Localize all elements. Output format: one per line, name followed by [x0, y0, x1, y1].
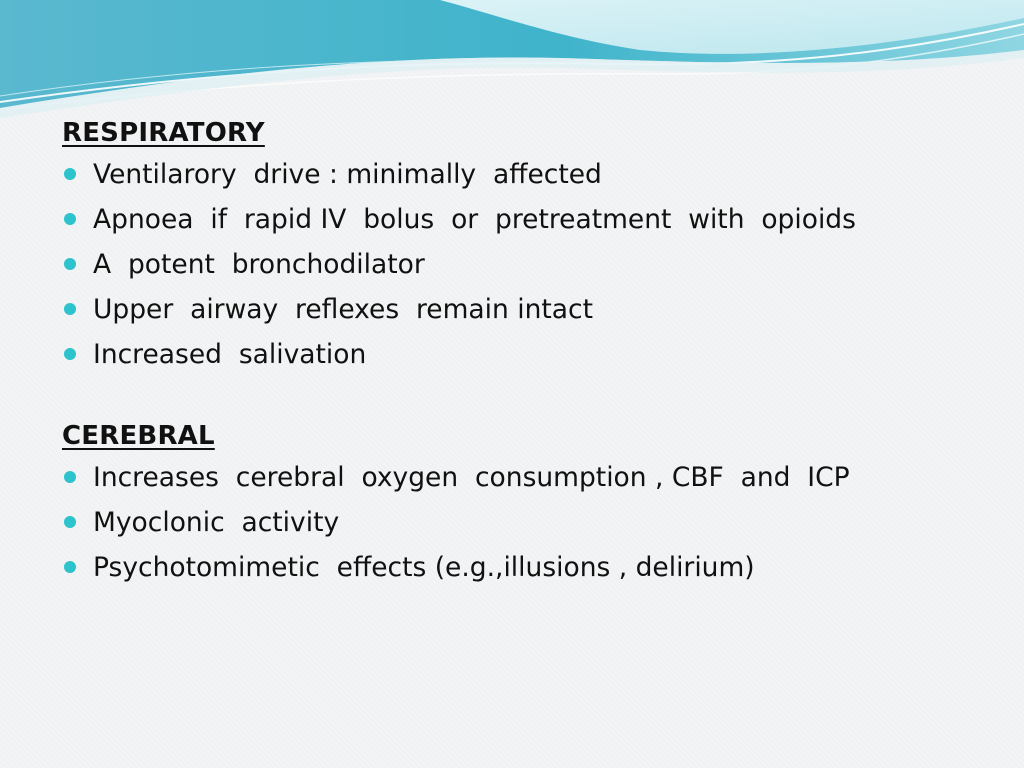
slide-content [62, 114, 982, 590]
bullet-icon [64, 471, 76, 483]
section-cerebral [62, 417, 982, 590]
list-item [62, 197, 982, 242]
bullet-icon [64, 213, 76, 225]
list-item-text: Myoclonic activity [93, 507, 340, 538]
bullet-icon [64, 516, 76, 528]
section-heading: RESPIRATORY [62, 118, 265, 148]
list-item-text: Increased salivation [93, 339, 367, 370]
list-item-text: Ventilarory drive : minimally affected [93, 159, 602, 190]
list-item-text: Psychotomimetic effects (e.g.,illusions , delirium) [93, 552, 755, 583]
bullet-icon [64, 258, 76, 270]
bullet-icon [64, 303, 76, 315]
section-spacer [62, 377, 982, 417]
bullet-icon [64, 561, 76, 573]
list-item-text: Upper airway reflexes remain intact [93, 294, 593, 325]
bullet-list [62, 152, 982, 377]
list-item [62, 242, 982, 287]
list-item [62, 152, 982, 197]
section-respiratory [62, 114, 982, 377]
list-item-text: Apnoea if rapid IV bolus or pretreatment with opioids [93, 204, 856, 235]
list-item [62, 332, 982, 377]
list-item-text: A potent bronchodilator [93, 249, 425, 280]
list-item [62, 500, 982, 545]
list-item [62, 545, 982, 590]
bullet-icon [64, 348, 76, 360]
bullet-list [62, 455, 982, 590]
list-item [62, 287, 982, 332]
list-item-text: Increases cerebral oxygen consumption , CBF and ICP [93, 462, 850, 493]
bullet-icon [64, 168, 76, 180]
section-heading: CEREBRAL [62, 421, 215, 451]
header-wave-decoration [0, 0, 1024, 130]
list-item [62, 455, 982, 500]
